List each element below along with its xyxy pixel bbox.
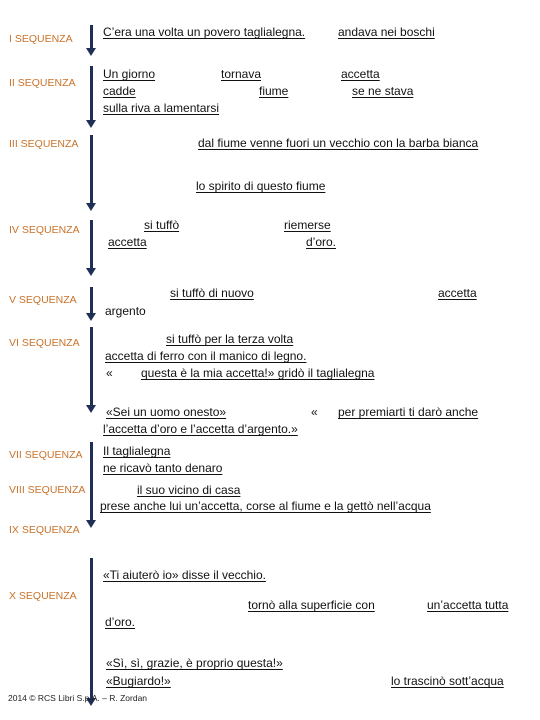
timeline-segment-4 xyxy=(90,220,93,270)
text-s6-e: per premiarti ti darò anche xyxy=(338,405,479,419)
sequence-label-2: II SEQUENZA xyxy=(9,77,76,89)
text-s10-f: «Bugiardo!» xyxy=(106,674,171,688)
sequence-label-9: IX SEQUENZA xyxy=(9,524,80,536)
sequence-label-5: V SEQUENZA xyxy=(9,294,77,306)
text-s8-b: prese anche lui un’accetta, corse al fiume e la gettò nell’acqua xyxy=(100,499,431,513)
text-s4-c: accetta xyxy=(108,235,147,249)
text-s10-d: d’oro. xyxy=(105,615,136,629)
text-s10-b: tornò alla superficie con xyxy=(248,598,375,612)
sequence-label-1: I SEQUENZA xyxy=(9,33,73,45)
text-s2-c: accetta xyxy=(341,67,380,81)
text-s6-a: si tuffò per la terza volta xyxy=(166,332,294,346)
text-s6-d: «Sei un uomo onesto» xyxy=(106,405,227,419)
text-s8-a: il suo vicino di casa xyxy=(137,483,241,497)
text-s4-b: riemerse xyxy=(284,218,331,232)
text-s10-a: «Ti aiuterò io» disse il vecchio. xyxy=(103,568,266,582)
sequence-label-10: X SEQUENZA xyxy=(9,590,77,602)
sequence-label-4: IV SEQUENZA xyxy=(9,224,80,236)
text-s5-c: argento xyxy=(105,304,146,318)
sequence-label-7: VII SEQUENZA xyxy=(9,449,83,461)
text-s10-c: un’accetta tutta xyxy=(427,598,509,612)
text-s2-f: se ne stava xyxy=(352,84,414,98)
text-s2-e: fiume xyxy=(259,84,289,98)
timeline-segment-7 xyxy=(90,442,93,522)
timeline-arrow-5 xyxy=(86,313,96,321)
text-s3-a: dal fiume venne fuori un vecchio con la barba bianca xyxy=(198,136,479,150)
sequence-label-8: VIII SEQUENZA xyxy=(9,484,86,496)
text-s1-b: andava nei boschi xyxy=(338,25,435,39)
timeline-segment-3 xyxy=(90,135,93,205)
text-s10-g: lo trascinò sott’acqua xyxy=(391,674,504,688)
text-s3-b: lo spirito di questo fiume xyxy=(196,179,326,193)
timeline-segment-8 xyxy=(90,558,93,700)
timeline-arrow-6 xyxy=(86,405,96,413)
timeline-arrow-3 xyxy=(86,203,96,211)
timeline-segment-5 xyxy=(90,287,93,315)
text-s1-a: C’era una volta un povero taglialegna. xyxy=(103,25,306,39)
text-s10-e: «Sì, sì, grazie, è proprio questa!» xyxy=(106,656,283,670)
quote-mark-s6-c: « xyxy=(106,366,113,380)
quote-mark-s6-e: « xyxy=(311,405,318,419)
text-s2-g: sulla riva a lamentarsi xyxy=(103,101,220,115)
text-s5-a: si tuffò di nuovo xyxy=(170,286,254,300)
timeline-segment-1 xyxy=(90,25,93,50)
sequence-label-6: VI SEQUENZA xyxy=(9,337,80,349)
text-s2-b: tornava xyxy=(221,67,262,81)
timeline-segment-6 xyxy=(90,327,93,407)
text-s2-d: cadde xyxy=(103,84,136,98)
text-s4-a: si tuffò xyxy=(144,218,180,232)
sequence-label-3: III SEQUENZA xyxy=(9,138,79,150)
text-s5-b: accetta xyxy=(438,286,477,300)
timeline-arrow-1 xyxy=(86,48,96,56)
timeline-arrow-7 xyxy=(86,520,96,528)
text-s6-f: l’accetta d’oro e l’accetta d’argento.» xyxy=(103,422,298,436)
text-s6-b: accetta di ferro con il manico di legno. xyxy=(105,349,307,363)
text-s6-c: questa è la mia accetta!» gridò il taglialegna xyxy=(141,366,375,380)
copyright-footer: 2014 © RCS Libri S.p.A. – R. Zordan xyxy=(8,693,148,703)
text-s4-d: d’oro. xyxy=(306,235,337,249)
timeline-arrow-2 xyxy=(86,120,96,128)
text-s2-a: Un giorno xyxy=(103,67,156,81)
text-s7-b: ne ricavò tanto denaro xyxy=(103,461,223,475)
timeline-segment-2 xyxy=(90,66,93,122)
text-s7-a: Il taglialegna xyxy=(103,444,171,458)
timeline-arrow-4 xyxy=(86,268,96,276)
